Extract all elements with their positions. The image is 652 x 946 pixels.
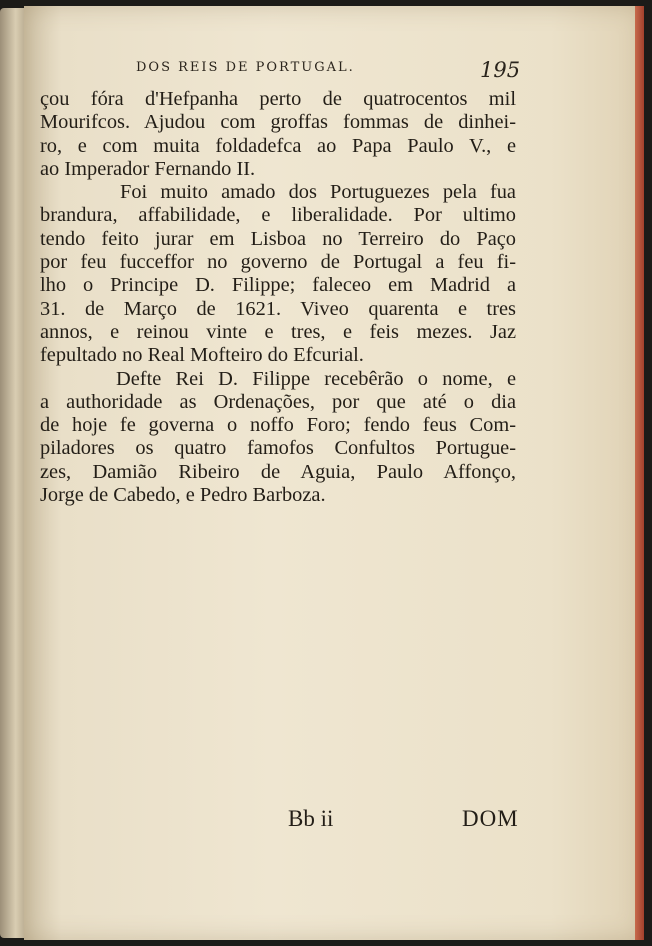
text-line: Jorge de Cabedo, e Pedro Barboza. (40, 484, 326, 507)
text-line: de hoje fe governa o noffo Foro; fendo feus Com- (40, 414, 516, 437)
text-line: tendo feito jurar em Lisboa no Terreiro do Paço (40, 227, 516, 250)
paragraph-start-line: Foi muito amado dos Portuguezes pela fua (120, 181, 516, 204)
text-line: brandura, affabilidade, e liberalidade. Por ultimo (40, 204, 516, 227)
text-line: por feu fucceffor no governo de Portugal a feu fi- (40, 251, 516, 274)
text-line: zes, Damião Ribeiro de Aguia, Paulo Affonço, (40, 460, 516, 483)
text-line: çou fóra d'Hefpanha perto de quatrocentos mil (40, 88, 516, 110)
text-line: Mourifcos. Ajudou com groffas fommas de dinhei- (40, 111, 516, 134)
text-line: lho o Principe D. Filippe; faleceo em Madrid a (40, 274, 516, 297)
text-line: ro, e com muita foldadefca ao Papa Paulo V., e (40, 134, 516, 157)
text-line: annos, e reinou vinte e tres, e feis mezes. Jaz (40, 320, 516, 343)
text-line: a authoridade as Ordenações, por que até o dia (40, 390, 516, 413)
paragraph-start-line: Defte Rei D. Filippe recebêrão o nome, e (116, 367, 516, 390)
book-spine (0, 8, 26, 938)
body-text (40, 88, 516, 507)
signature-mark: Bb ii (288, 806, 334, 831)
text-line: fepultado no Real Mofteiro do Efcurial. (40, 344, 364, 367)
text-line: 31. de Março de 1621. Viveo quarenta e tres (40, 297, 516, 320)
catchword: DOM (462, 806, 519, 831)
text-line: ao Imperador Fernando II. (40, 157, 256, 180)
page-edge (635, 6, 644, 940)
page-number: 195 (480, 58, 521, 82)
running-head: DOS REIS DE PORTUGAL. (136, 60, 355, 75)
text-line: piladores os quatro famofos Confultos Portugue- (40, 437, 516, 460)
